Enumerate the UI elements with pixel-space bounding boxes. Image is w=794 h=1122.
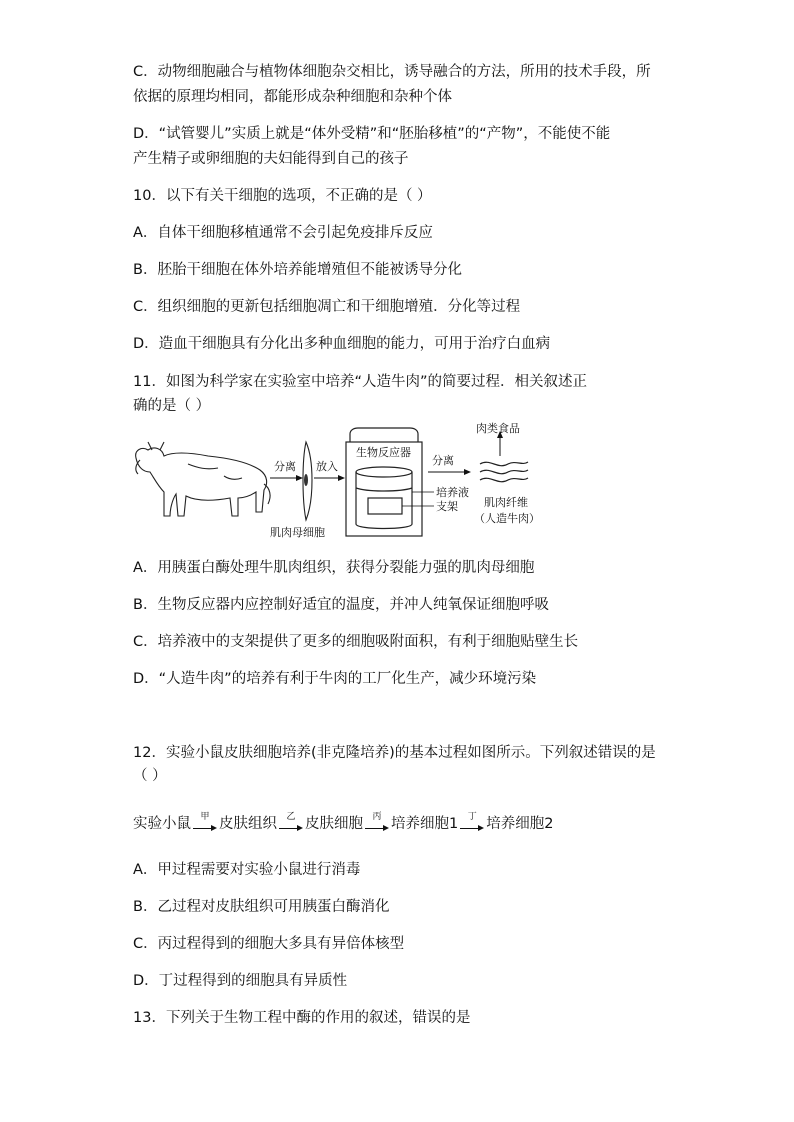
q9-option-c-line1: C．动物细胞融合与植物体细胞杂交相比，诱导融合的方法，所用的技术手段，所: [133, 64, 651, 80]
reactor-label: 生物反应器: [356, 446, 411, 459]
q10-option-d: D．造血干细胞具有分化出多种血细胞的能力，可用于治疗白血病: [133, 336, 551, 352]
scaffold-label: 支架: [436, 500, 458, 513]
q11-stem-line2: 确的是（ ）: [133, 398, 211, 414]
flow-arrow-bing: 丙: [365, 816, 389, 836]
artificial-beef-diagram: [128, 420, 588, 540]
q10-option-b: B．胚胎干细胞在体外培养能增殖但不能被诱导分化: [133, 262, 462, 278]
q10-stem: 10．以下有关干细胞的选项，不正确的是（ ）: [133, 188, 432, 204]
q9-option-c-line2: 依据的原理均相同，都能形成杂种细胞和杂种个体: [133, 89, 452, 105]
q13-stem: 13．下列关于生物工程中酶的作用的叙述，错误的是: [133, 1010, 471, 1026]
flow-node-mouse: 实验小鼠: [133, 816, 191, 832]
q11-option-c: C．培养液中的支架提供了更多的细胞吸附面积，有利于细胞贴壁生长: [133, 634, 579, 650]
place-label: 放入: [316, 460, 338, 473]
flow-node-skin-cells: 皮肤细胞: [305, 816, 363, 832]
q12-option-d: D．丁过程得到的细胞具有异质性: [133, 973, 348, 989]
bioreactor: [346, 428, 422, 536]
place-arrow: [314, 459, 345, 481]
flow-node-culture-1: 培养细胞1: [391, 816, 459, 832]
q10-option-a: A．自体干细胞移植通常不会引起免疫排斥反应: [133, 225, 433, 241]
q9-option-d-line1: D．“试管婴儿”实质上就是“体外受精”和“胚胎移植”的“产物”，不能使不能: [133, 126, 611, 142]
artificial-beef-label: （人造牛肉）: [474, 512, 540, 525]
q11-option-b: B．生物反应器内应控制好适宜的温度，并冲人纯氧保证细胞呼吸: [133, 597, 549, 613]
cow-drawing: [136, 442, 270, 516]
q12-stem-line1: 12．实验小鼠皮肤细胞培养(非克隆培养)的基本过程如图所示。下列叙述错误的是: [133, 745, 656, 761]
myoblast-label: 肌肉母细胞: [270, 526, 325, 539]
q12-option-c: C．丙过程得到的细胞大多具有异倍体核型: [133, 936, 405, 952]
separate-arrow-2: [428, 453, 471, 475]
flow-node-culture-2: 培养细胞2: [486, 816, 554, 832]
q12-stem-line2: （ ）: [133, 768, 167, 784]
flow-arrow-yi: 乙: [279, 816, 303, 836]
flow-arrow-jia: 甲: [193, 816, 217, 836]
q11-option-a: A．用胰蛋白酶处理牛肌肉组织，获得分裂能力强的肌肉母细胞: [133, 560, 535, 576]
q10-option-c: C．组织细胞的更新包括细胞凋亡和干细胞增殖．分化等过程: [133, 299, 521, 315]
q12-option-a: A．甲过程需要对实验小鼠进行消毒: [133, 862, 361, 878]
separate-label-2: 分离: [432, 454, 454, 467]
myoblast-cell: [270, 442, 325, 539]
flow-arrow-ding: 丁: [460, 816, 484, 836]
q11-option-d: D．“人造牛肉”的培养有利于牛肉的工厂化生产，减少环境污染: [133, 671, 537, 687]
fiber-label: 肌肉纤维: [484, 496, 528, 509]
muscle-fibers: [480, 462, 528, 482]
q12-option-b: B．乙过程对皮肤组织可用胰蛋白酶消化: [133, 899, 390, 915]
q11-stem-line1: 11．如图为科学家在实验室中培养“人造牛肉”的简要过程．相关叙述正: [133, 374, 587, 390]
separate-label-1: 分离: [274, 460, 296, 473]
q9-option-d-line2: 产生精子或卵细胞的夫妇能得到自己的孩子: [133, 151, 409, 167]
flow-node-skin-tissue: 皮肤组织: [219, 816, 277, 832]
separate-arrow-1: [270, 459, 303, 481]
meat-product-label: 肉类食品: [476, 422, 520, 435]
mouse-skin-culture-flow: [133, 812, 553, 836]
medium-label: 培养液: [436, 486, 469, 499]
